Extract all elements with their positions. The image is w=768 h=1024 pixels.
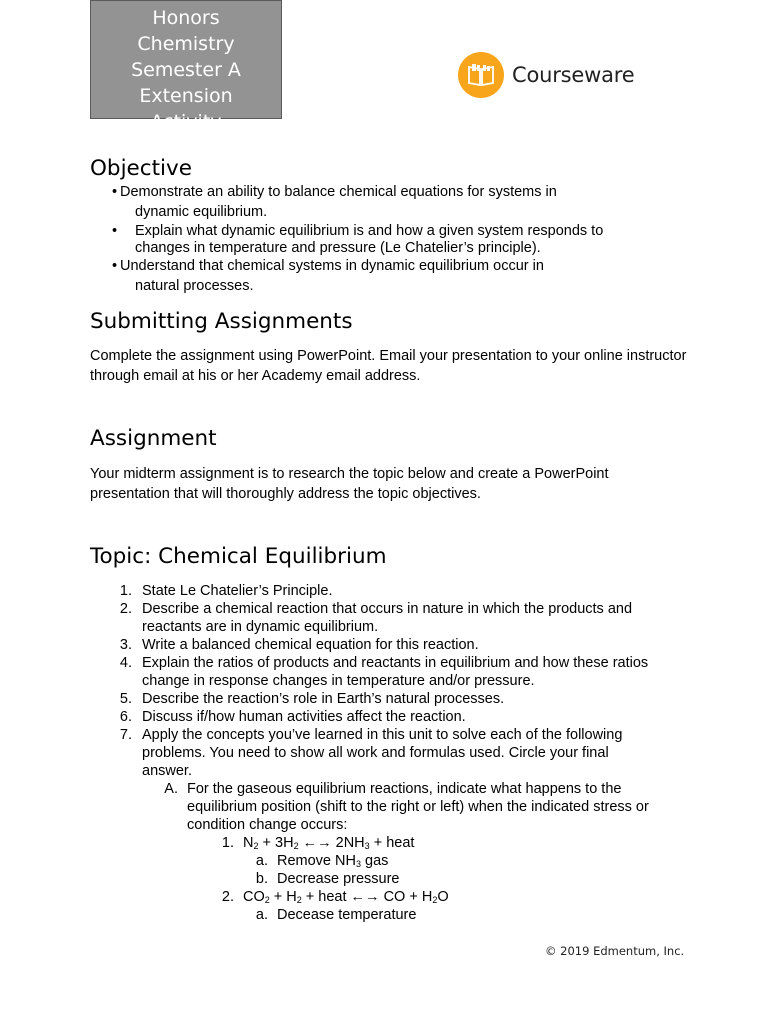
list-number: 7.: [119, 727, 132, 743]
list-item: Discuss if/how human activities affect the reaction.: [142, 709, 466, 725]
option-letter: a.: [255, 853, 268, 869]
list-item-continuation: change in response changes in temperature and/or pressure.: [142, 673, 535, 689]
list-number: 5.: [119, 691, 132, 707]
title-line: Honors: [152, 7, 220, 29]
topic-heading: Topic: Chemical Equilibrium: [90, 544, 387, 569]
courseware-logo: [458, 51, 634, 99]
list-number: 6.: [119, 709, 132, 725]
list-item: Write a balanced chemical equation for this reaction.: [142, 637, 479, 653]
title-line: Activity: [150, 111, 222, 133]
sub-item-continuation: condition change occurs:: [187, 817, 348, 833]
list-item: Describe the reaction’s role in Earth’s natural processes.: [142, 691, 505, 707]
logo-text: Courseware: [512, 63, 635, 87]
assignment-heading: Assignment: [90, 426, 217, 451]
list-item: Explain the ratios of products and reactants in equilibrium and how these ratios: [142, 655, 649, 671]
copyright-text: © 2019 Edmentum, Inc.: [545, 944, 685, 958]
reaction-equation: $N_2 + 3H_2$ ←→ $2NH_3$ + heat: [243, 835, 415, 851]
list-item: • Demonstrate an ability to balance chemical equations for systems in: [112, 184, 557, 200]
book-icon: [458, 52, 504, 98]
list-item-continuation: natural processes.: [135, 278, 254, 294]
list-item-continuation: answer.: [142, 763, 192, 779]
title-line: Semester A: [131, 59, 241, 81]
sub-item: For the gaseous equilibrium reactions, indicate what happens to the: [187, 781, 622, 797]
list-item-continuation: reactants are in dynamic equilibrium.: [142, 619, 379, 635]
sub-item-continuation: equilibrium position (shift to the right or left) when the indicated stress or: [187, 799, 649, 815]
sub-letter: A.: [164, 781, 178, 797]
reaction-number: 2.: [221, 889, 234, 905]
list-item-continuation: problems. You need to show all work and formulas used. Circle your final: [142, 745, 609, 761]
list-item: State Le Chatelier’s Principle.: [142, 583, 333, 599]
option-text: Decease temperature: [277, 907, 417, 923]
list-item: • Explain what dynamic equilibrium is and how a given system responds to: [112, 223, 604, 239]
submitting-heading: Submitting Assignments: [90, 309, 353, 334]
list-number: 3.: [119, 637, 132, 653]
option-text: Remove $NH_3$ gas: [277, 853, 389, 869]
list-number: 2.: [119, 601, 132, 617]
option-text: Decrease pressure: [277, 871, 400, 887]
document-title-box: [90, 0, 282, 133]
option-letter: b.: [255, 871, 268, 887]
list-item: • Understand that chemical systems in dynamic equilibrium occur in: [112, 258, 544, 274]
reaction-equation: $CO_2 + H_2$ + heat ←→ CO + $H_2O$: [243, 889, 449, 905]
list-number: 4.: [119, 655, 132, 671]
title-line: Chemistry: [137, 33, 235, 55]
list-number: 1.: [119, 583, 132, 599]
reaction-number: 1.: [221, 835, 234, 851]
objective-heading: Objective: [90, 156, 192, 181]
submitting-text: Complete the assignment using PowerPoint. Email your presentation to your online instructor through email at his or her Academy email address.: [90, 348, 687, 384]
option-letter: a.: [255, 907, 268, 923]
list-item-continuation: changes in temperature and pressure (Le Chatelier’s principle).: [135, 240, 541, 256]
list-item: Describe a chemical reaction that occurs in nature in which the products and: [142, 601, 633, 617]
title-line: Extension: [139, 85, 233, 107]
list-item-continuation: dynamic equilibrium.: [135, 204, 268, 220]
assignment-text: Your midterm assignment is to research the topic below and create a PowerPoint presentation that will thoroughly address the topic objectives.: [90, 466, 609, 502]
list-item: Apply the concepts you’ve learned in this unit to solve each of the following: [142, 727, 623, 743]
